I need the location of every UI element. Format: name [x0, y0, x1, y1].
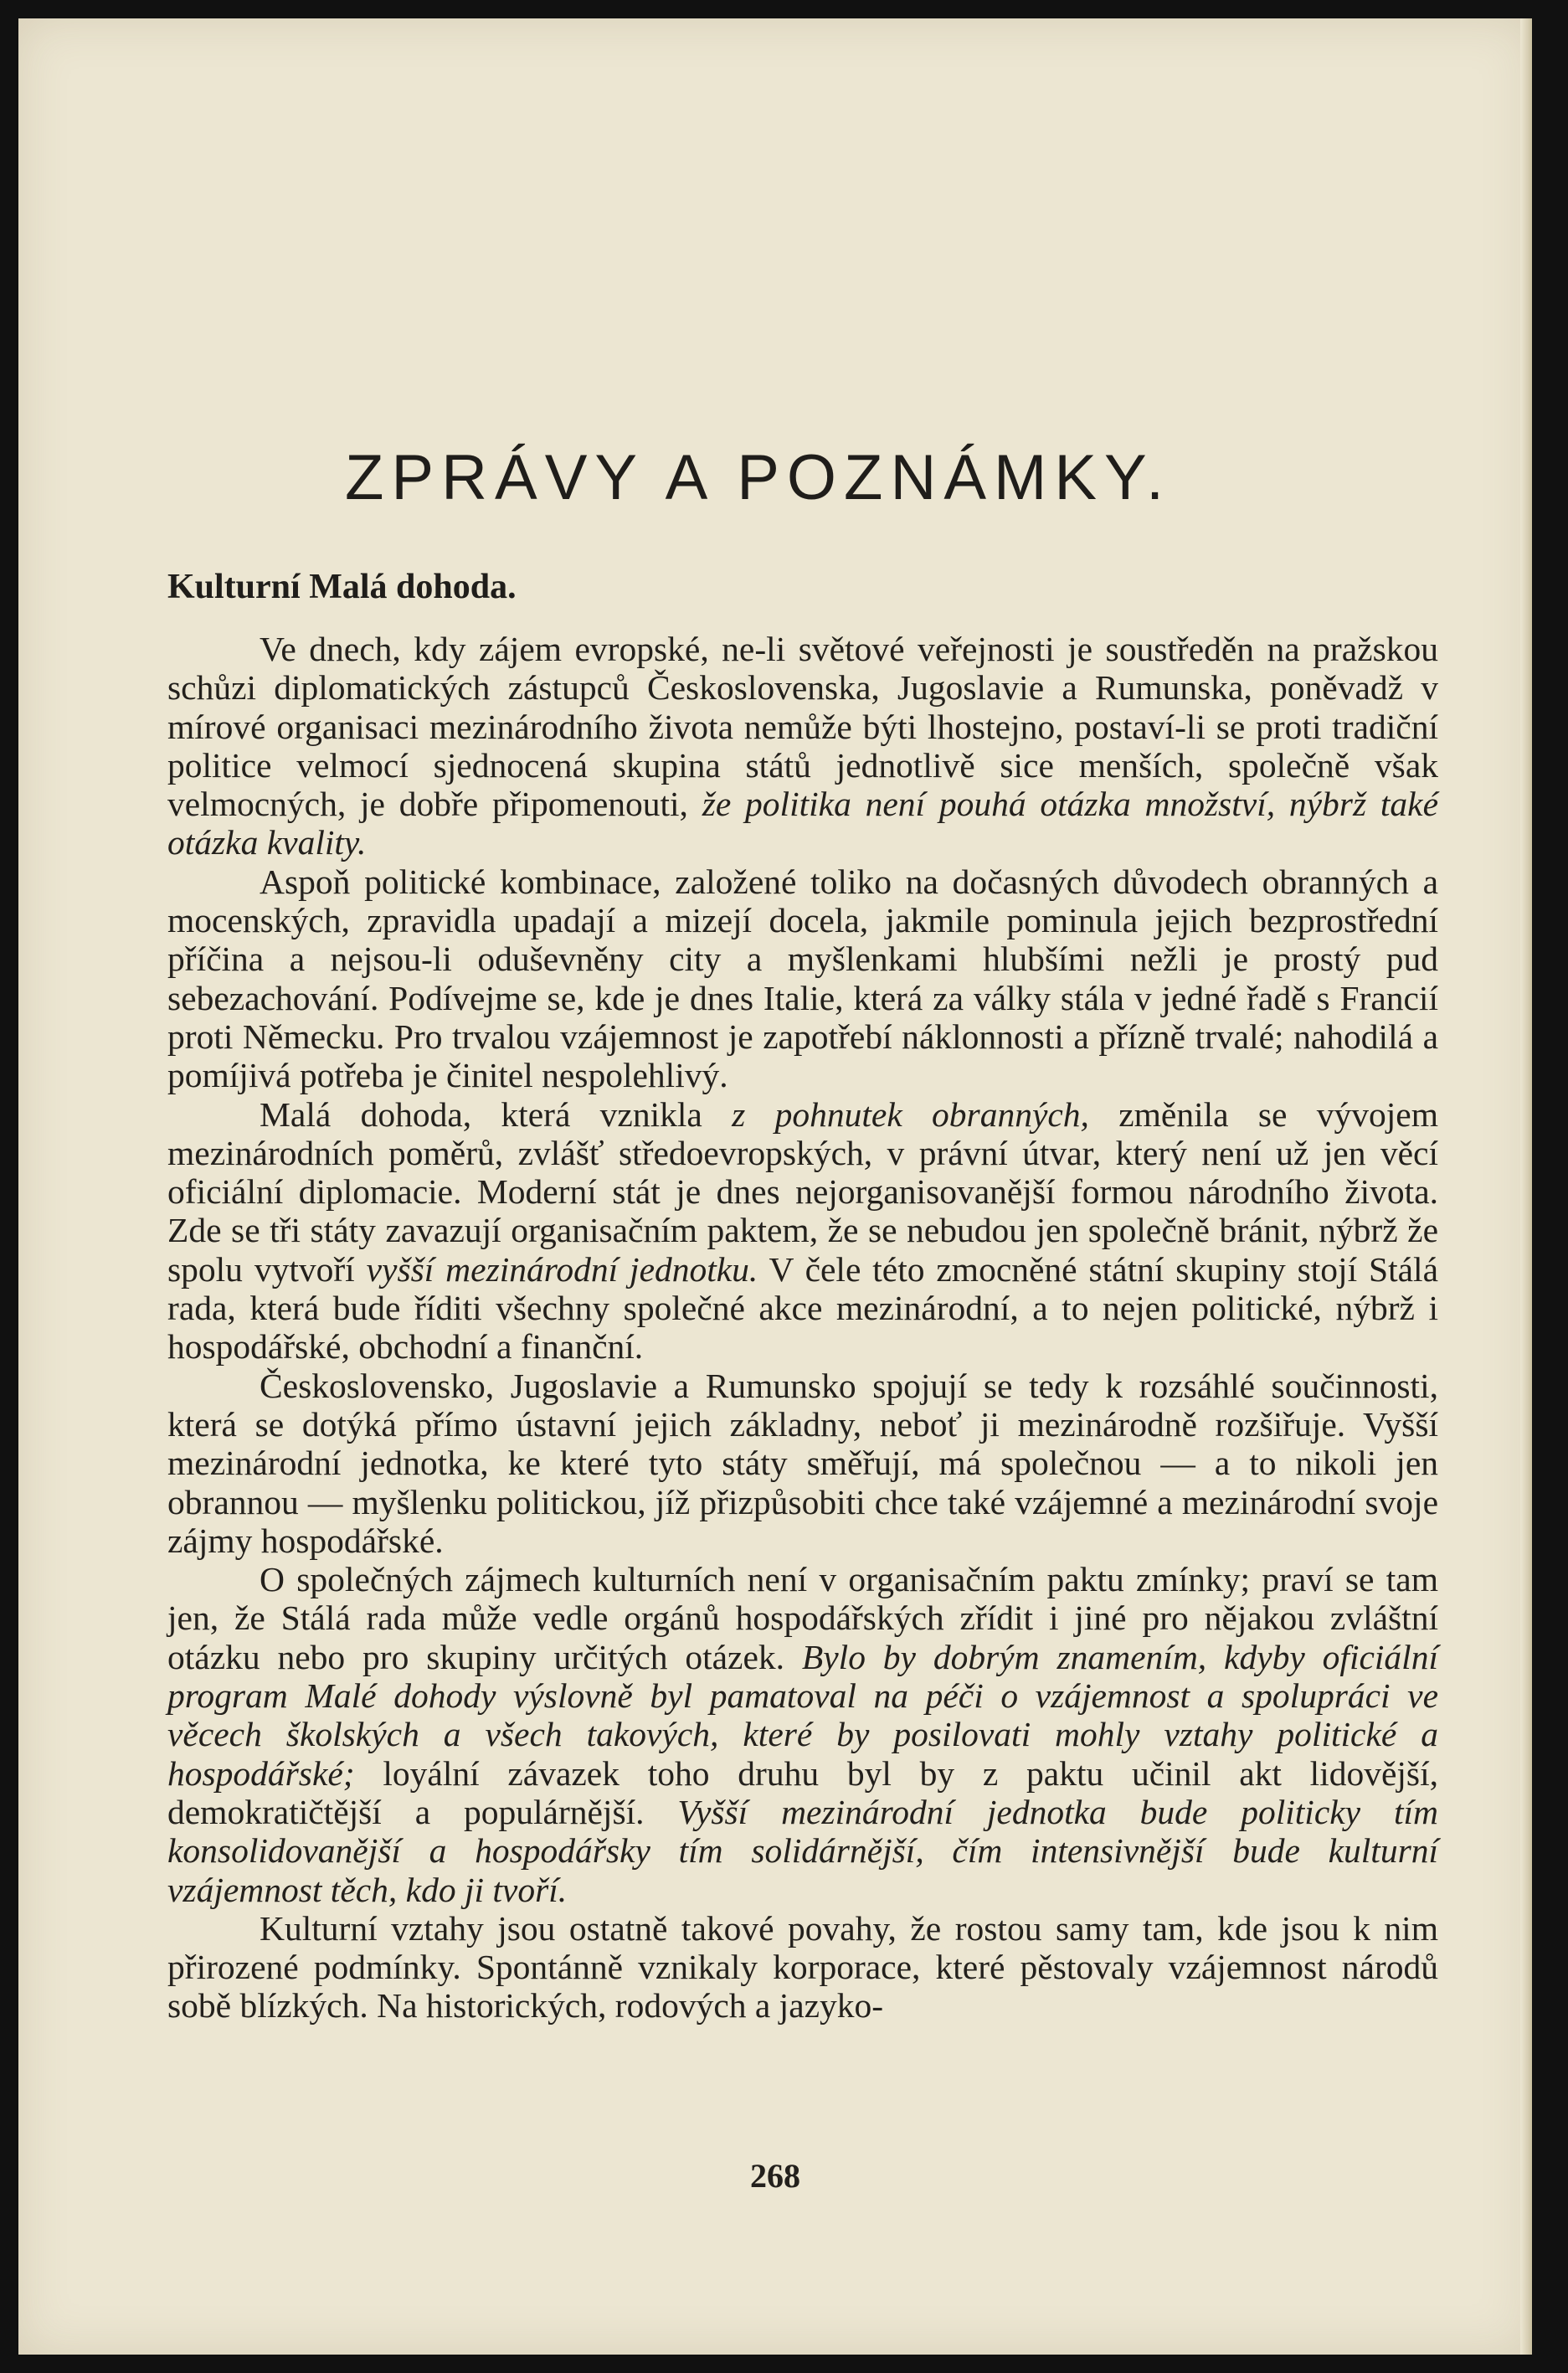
text-run: Československo, Jugoslavie a Rumunsko spojují se tedy k rozsáhlé součinnosti, která se dotýká přímo ústavní jejich základny, neboť ji mezinárodně rozšiřuje. Vyšší mezinárodní jednotka, ke které tyto státy směřují, má společnou — a to nikoli jen obrannou — myšlenku politickou, jíž přizpůsobiti chce také vzájemné a mezinárodní svoje zájmy hospodářské.	[167, 1366, 1438, 1560]
italic-text-run: že politika není pouhá otázka množství, nýbrž také otázka kvality.	[167, 785, 1439, 862]
text-run: Malá dohoda, která vznikla	[260, 1094, 733, 1134]
text-run: O společných zájmech kulturních není v organisačním paktu zmínky; praví se tam jen, že Stálá rada může vedle orgánů hospodářských zřídit i jiné pro nějakou zvláštní otázku nebo pro skupiny určitých otázek.	[167, 1560, 1438, 1676]
text-run: změnila se vývojem mezinárodních poměrů, zvlášť středoevropských, v právní útvar, který není už jen věcí oficiální diplomacie. Moderní stát je dnes nejorganisovanější formou národního života. Zde se tři státy zavazují organisačním paktem, že se nebudou jen společně bránit, nýbrž že spolu vytvoří	[167, 1094, 1439, 1289]
page-edge-shadow	[1520, 18, 1532, 2355]
page-number: 268	[750, 2157, 800, 2195]
text-run: Kulturní vztahy jsou ostatně takové povahy, že rostou samy tam, kde jsou k nim přirozené podmínky. Spontánně vznikaly korporace, které pěstovaly vzájemnost národů sobě blízkých. Na historických, rodových a jazyko-	[167, 1908, 1438, 2026]
paragraph	[167, 1909, 1438, 2026]
page-heading: ZPRÁVY A POZNÁMKY.	[345, 442, 1172, 513]
text-run: Ve dnech, kdy zájem evropské, ne-li světové veřejnosti je soustředěn na pražskou schůzi diplomatických zástupců Československa, Jugoslavie a Rumunska, poněvadž v mírové organisaci mezinárodního života nemůže býti lhostejno, postaví-li se proti tradiční politice velmocí sjednocená skupina států jednotlivě sice menších, společně však velmocných, je dobře připomenouti,	[167, 630, 1438, 824]
italic-text-run: Bylo by dobrým znamením, kdyby oficiální program Malé dohody výslovně byl pamatoval na péči o vzájemnost a spolupráci ve věcech školských a všech takových, které by posilovati mohly vztahy politické a hospodářské;	[167, 1637, 1438, 1793]
paragraph	[167, 862, 1438, 1095]
book-page	[18, 18, 1532, 2355]
paragraph	[167, 1095, 1438, 1367]
text-run: V čele této zmocněné státní skupiny stojí Stálá rada, která bude říditi všechny společné akce mezinárodní, a to nejen politické, nýbrž i hospodářské, obchodní a finanční.	[167, 1249, 1438, 1367]
paragraph	[167, 1560, 1438, 1909]
paragraph	[167, 1367, 1438, 1560]
text-run: loyální závazek toho druhu byl by z paktu učinil akt lidovější, demokratičtější a populárnější.	[167, 1753, 1438, 1831]
text-run: Aspoň politické kombinace, založené toliko na dočasných důvodech obranných a mocenských, zpravidla upadají a mizejí docela, jakmile pominula jejich bezprostřední příčina a nejsou-li oduševněny city a myšlenkami hlubšími nežli je prostý pud sebezachování. Podívejme se, kde je dnes Italie, která za války stála v jedné řadě s Francií proti Německu. Pro trvalou vzájemnost je zapotřebí náklonnosti a přízně trvalé; nahodilá a pomíjivá potřeba je činitel nespolehlivý.	[167, 862, 1438, 1095]
article-body	[167, 630, 1438, 2026]
italic-text-run: vyšší mezinárodní jednotku.	[366, 1249, 758, 1289]
italic-text-run: z pohnutek obranných,	[732, 1094, 1089, 1134]
paragraph	[167, 630, 1438, 862]
italic-text-run: Vyšší mezinárodní jednotka bude politicky tím konsolidovanější a hospodářsky tím solidárnější, čím intensivnější bude kulturní vzájemnost těch, kdo ji tvoří.	[167, 1792, 1438, 1909]
section-title: Kulturní Malá dohoda.	[167, 568, 517, 606]
